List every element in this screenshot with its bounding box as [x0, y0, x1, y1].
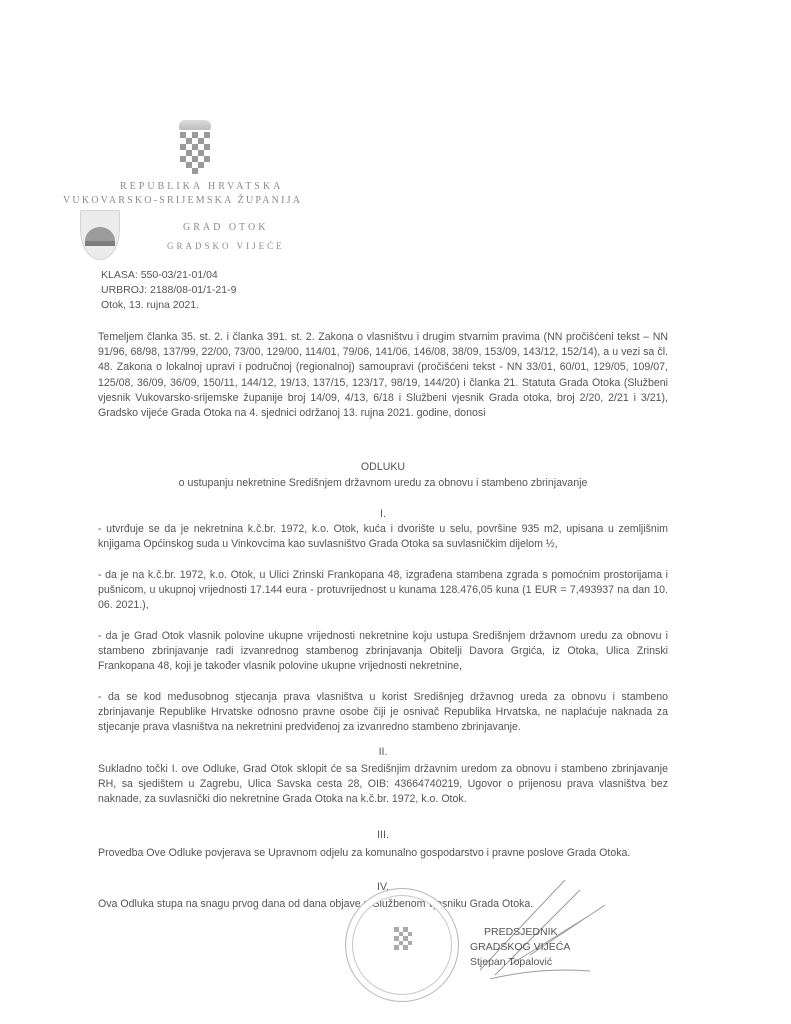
urbroj: URBROJ: 2188/08-01/1-21-9: [101, 284, 237, 296]
official-seal-icon: [345, 888, 459, 1002]
otok-coat-of-arms-icon: [80, 210, 120, 260]
header-city: GRAD OTOK: [183, 222, 269, 233]
section-number: II.: [378, 746, 388, 758]
klasa: KLASA: 550-03/21-01/04: [101, 269, 218, 281]
section-paragraph: - utvrđuje se da je nekretnina k.č.br. 1972, k.o. Otok, kuća i dvorište u selu, površine 935 m2, upisana u zemljišnim knjigama Općinskog suda u Vinkovcima kao suvlasništvo Grada Otoka sa suvlasničkim dijelom ½,: [98, 523, 668, 551]
signature-role-1: PREDSJEDNIK: [484, 926, 558, 938]
header-republic: REPUBLIKA HRVATSKA: [120, 181, 284, 192]
section-paragraph: - da se kod međusobnog stjecanja prava vlasništva u korist Središnjeg državnog ureda za obnovu i stambeno zbrinjavanje Republike Hrvatske odnosno pravne osobe čiji je osnivač Republika Hrvatska, ne naplaćuje naknada za stjecanje prava vlasništva na nekretnini predviđenoj za izvanredno stambeno zbrinjavanje.: [98, 691, 668, 734]
section-paragraph: Ova Odluka stupa na snagu prvog dana od dana objave u Službenom vjesniku Grada Otoka.: [98, 898, 534, 910]
place-date: Otok, 13. rujna 2021.: [101, 299, 200, 311]
header-council: GRADSKO VIJEĆE: [167, 241, 285, 251]
signature-role-2: GRADSKOG VIJEĆA: [470, 941, 571, 953]
document-subtitle: o ustupanju nekretnine Središnjem državnom uredu za obnovu i stambeno zbrinjavanje: [178, 477, 588, 489]
section-number: III.: [377, 829, 389, 841]
section-paragraph: - da je na k.č.br. 1972, k.o. Otok, u Ulici Zrinski Frankopana 48, izgrađena stambena zgrada s pomoćnim prostorijama i pušnicom, u ukupnoj vrijednosti 17.144 eura - protuvrijednost u kunama 128.476,05 kuna (1 EUR = 7,493937 na dan 10. 06. 2021.),: [98, 569, 668, 612]
croatian-coat-of-arms-icon: [177, 120, 213, 178]
header-county: VUKOVARSKO-SRIJEMSKA ŽUPANIJA: [63, 195, 303, 206]
signature-name: Stjepan Topalović: [470, 956, 553, 968]
section-paragraph: - da je Grad Otok vlasnik polovine ukupne vrijednosti nekretnine koju ustupa Središnjem državnom uredu za obnovu i stambeno zbrinjavanje radi izvanrednog stambenog zbrinjavanja Obitelji Davora Grgića, iz Otoka, Ulica Zrinski Frankopana 48, koji je također vlasnik polovine ukupne vrijednosti nekretnine,: [98, 630, 668, 673]
section-paragraph: Sukladno točki I. ove Odluke, Grad Otok sklopit će sa Središnjim državnim uredom za obnovu i stambeno zbrinjavanje RH, sa sjedištem u Zagrebu, Ulica Savska cesta 28, OIB: 43664740219, Ugovor o prijenosu prava vlasništva bez naknade, za suvlasnički dio nekretnine Grada Otoka na k.č.br. 1972, k.o. Otok.: [98, 763, 668, 806]
section-number: I.: [380, 508, 386, 520]
section-number: IV.: [377, 881, 389, 893]
document-title: ODLUKU: [360, 461, 406, 473]
section-paragraph: Provedba Ove Odluke povjerava se Upravnom odjelu za komunalno gospodarstvo i pravne poslove Grada Otoka.: [98, 847, 631, 859]
preamble: Temeljem članka 35. st. 2. i članka 391. st. 2. Zakona o vlasništvu i drugim stvarnim pravima (NN pročišćeni tekst – NN 91/96, 68/98, 137/99, 22/00, 73/00, 129/00, 114/01, 79/06, 141/06, 146/08, 38/09, 153/09, 143/12, 152/14), a u vezi sa čl. 48. Zakona o lokalnoj upravi i područnoj (regionalnoj) samoupravi (pročišćeni tekst - NN 33/01, 60/01, 129/05, 109/07, 125/08, 36/09, 36/09, 150/11, 144/12, 19/13, 137/15, 123/17, 98/19, 144/20) i članka 21. Statuta Grada Otoka (Službeni vjesnik Vukovarsko-srijemske županije broj 14/09, 4/13, 6/18 i Službeni vjesnik Grada otoka, broj 2/20, 2/21 i 3/21), Gradsko vijeće Grada Otoka na 4. sjednici održanoj 13. rujna 2021. godine, donosi: [98, 331, 668, 420]
